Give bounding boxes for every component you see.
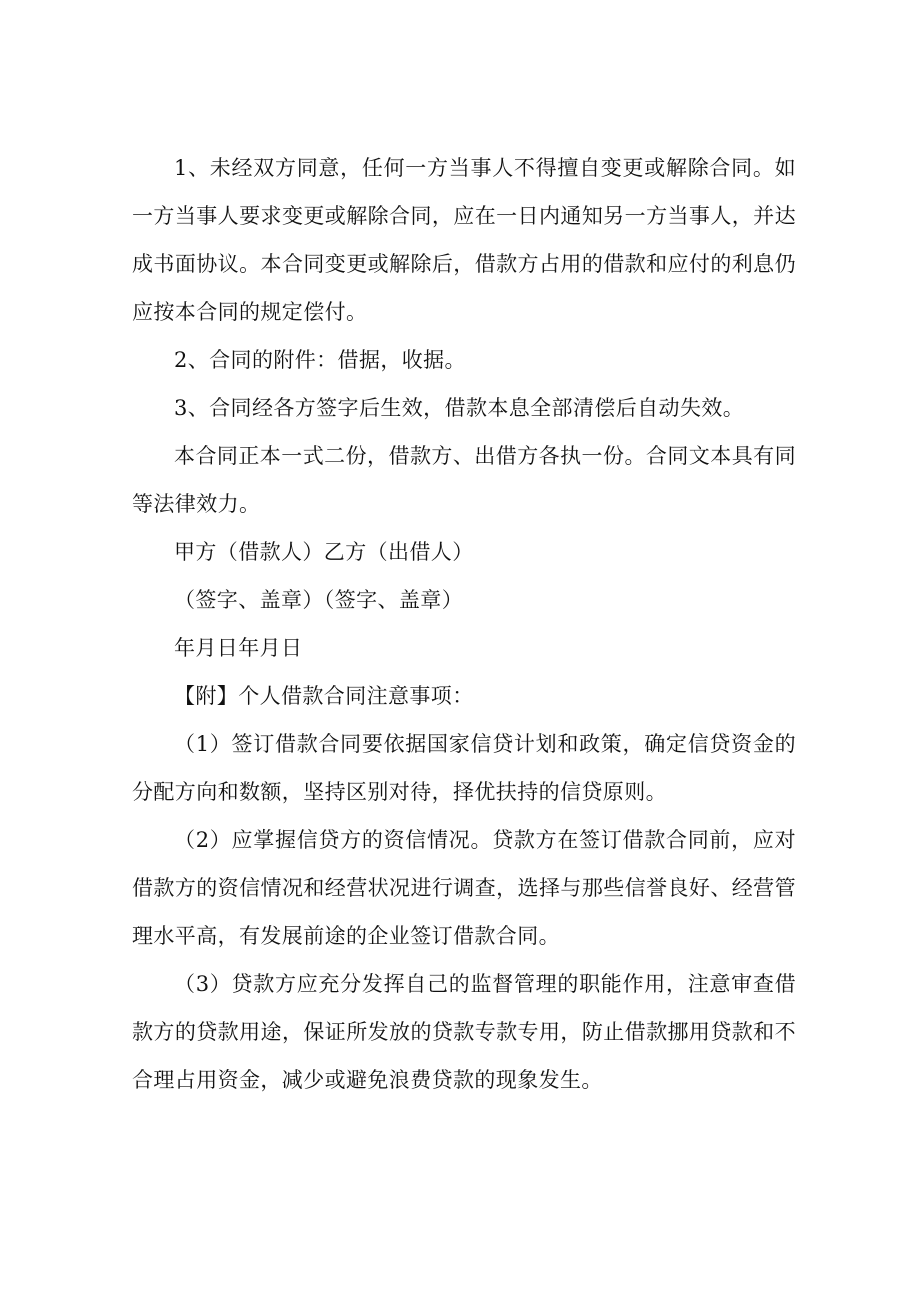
document-page <box>132 144 796 1104</box>
clause-2-paragraph: 2、合同的附件：借据，收据。 <box>174 348 466 372</box>
date-line: 年月日年月日 <box>174 636 303 660</box>
note-3-paragraph: （3）贷款方应充分发挥自己的监督管理的职能作用，注意审查借款方的贷款用途，保证所发放的贷款专款专用，防止借款挪用贷款和不合理占用资金，减少或避免浪费贷款的现象发生。 <box>132 972 796 1092</box>
appendix-heading: 【附】个人借款合同注意事项： <box>174 684 474 708</box>
clause-1-paragraph: 1、未经双方同意，任何一方当事人不得擅自变更或解除合同。如一方当事人要求变更或解除合同，应在一日内通知另一方当事人，并达成书面协议。本合同变更或解除后，借款方占用的借款和应付的利息仍应按本合同的规定偿付。 <box>132 156 796 324</box>
note-2-paragraph: （2）应掌握信贷方的资信情况。贷款方在签订借款合同前，应对借款方的资信情况和经营状况进行调查，选择与那些信誉良好、经营管理水平高，有发展前途的企业签订借款合同。 <box>132 828 796 948</box>
note-1-paragraph: （1）签订借款合同要依据国家信贷计划和政策，确定信贷资金的分配方向和数额，坚持区别对待，择优扶持的信贷原则。 <box>132 732 796 804</box>
parties-line: 甲方（借款人）乙方（出借人） <box>174 540 474 564</box>
clause-3-paragraph: 3、合同经各方签字后生效，借款本息全部清偿后自动失效。 <box>174 396 745 420</box>
signature-line: （签字、盖章）（签字、盖章） <box>174 588 464 612</box>
copies-paragraph: 本合同正本一式二份，借款方、出借方各执一份。合同文本具有同等法律效力。 <box>132 444 796 516</box>
